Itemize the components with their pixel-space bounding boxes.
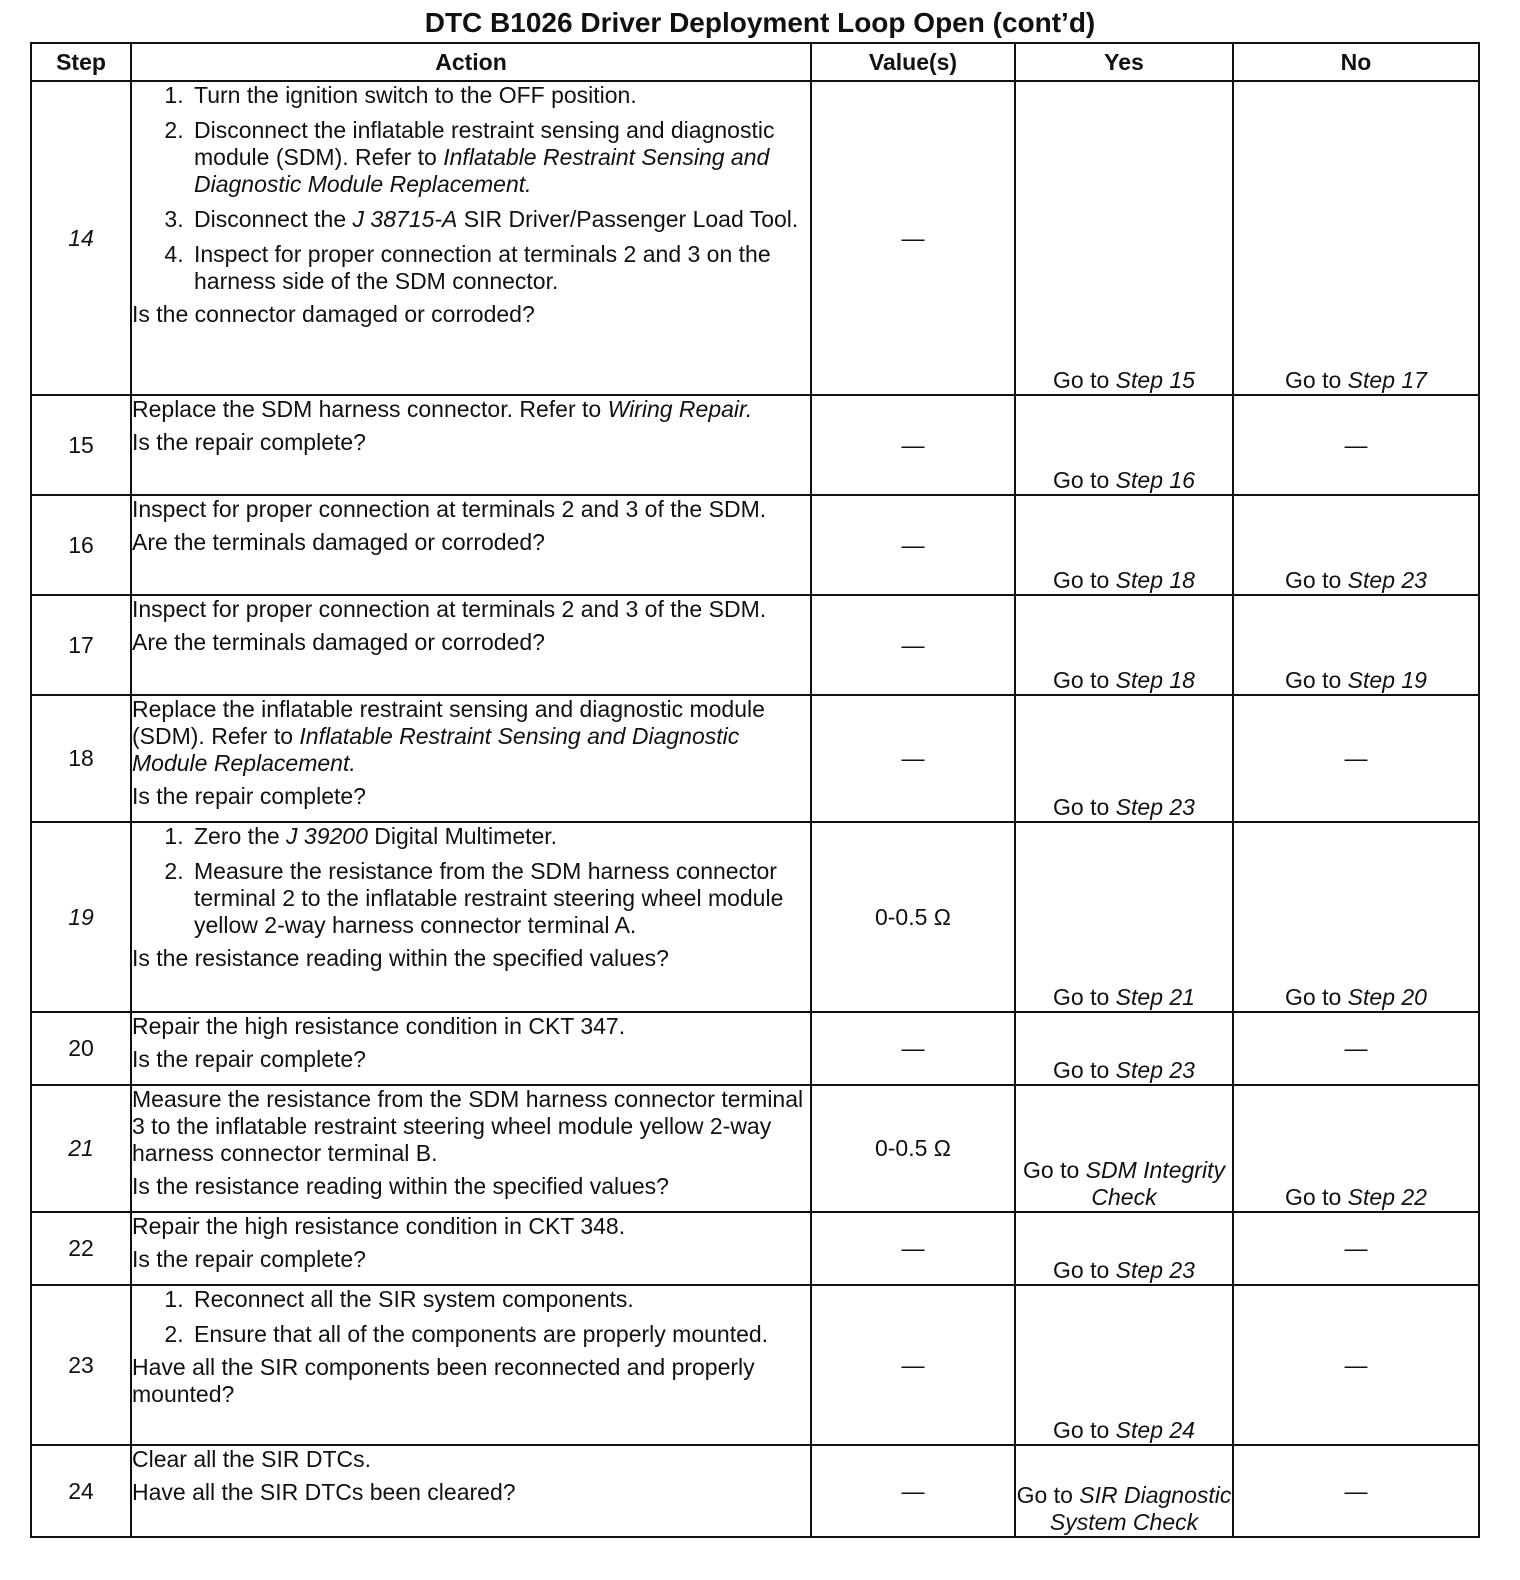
text-run: —: [1344, 1235, 1368, 1261]
no-result: [1233, 822, 1479, 1012]
action-cell: [131, 595, 811, 695]
action-cell: [131, 495, 811, 595]
action-cell: [131, 81, 811, 395]
yes-result: [1015, 495, 1233, 595]
text-run: Replace the SDM harness connector. Refer to: [132, 396, 608, 422]
action-cell: [131, 1012, 811, 1085]
value-cell: —: [811, 1445, 1015, 1537]
no-result: [1233, 1085, 1479, 1212]
text-run: Measure the resistance from the SDM harness connector terminal 3 to the inflatable restraint steering wheel module yellow 2-way harness connector terminal B.: [132, 1086, 804, 1166]
no-result: [1233, 695, 1479, 822]
text-run: Inspect for proper connection at terminals 2 and 3 of the SDM.: [132, 596, 767, 622]
text-run: Go to: [1053, 367, 1116, 393]
text-run: Replace the inflatable restraint sensing and diagnostic module (SDM). Refer to: [132, 696, 765, 749]
text-run: Go to: [1053, 984, 1116, 1010]
yes-result: [1015, 1285, 1233, 1445]
action-question: [132, 629, 810, 656]
substep-item: [190, 241, 810, 295]
text-run: Go to: [1285, 667, 1348, 693]
no-result: [1233, 1285, 1479, 1445]
step-number: 17: [31, 595, 131, 695]
text-run: Zero the: [194, 823, 287, 849]
text-run: Disconnect the: [194, 206, 353, 232]
text-run: Is the connector damaged or corroded?: [132, 301, 535, 327]
no-result: [1233, 1445, 1479, 1537]
text-run: Go to: [1285, 567, 1348, 593]
step-number: 20: [31, 1012, 131, 1085]
text-run: Have all the SIR DTCs been cleared?: [132, 1479, 516, 1505]
text-run: —: [1344, 431, 1368, 458]
step-number: 24: [31, 1445, 131, 1537]
action-cell: [131, 1445, 811, 1537]
value-cell: —: [811, 595, 1015, 695]
emphasis-text: SDM Integrity Check: [1085, 1157, 1225, 1210]
text-run: Go to: [1053, 467, 1116, 493]
value-cell: 0-0.5 Ω: [811, 1085, 1015, 1212]
action-question: [132, 1479, 810, 1506]
text-run: Is the repair complete?: [132, 429, 366, 455]
step-number: 23: [31, 1285, 131, 1445]
table-row: [31, 1212, 1479, 1285]
table-row: [31, 81, 1479, 395]
text-run: Turn the ignition switch to the OFF position.: [194, 82, 637, 108]
step-number: 18: [31, 695, 131, 822]
text-run: Ensure that all of the components are properly mounted.: [194, 1321, 769, 1347]
value-cell: 0-0.5 Ω: [811, 822, 1015, 1012]
action-instruction: [132, 1446, 810, 1473]
value-cell: —: [811, 81, 1015, 395]
action-question: [132, 945, 810, 972]
yes-result: [1015, 822, 1233, 1012]
text-run: Is the resistance reading within the specified values?: [132, 1173, 669, 1199]
text-run: Go to: [1285, 984, 1348, 1010]
emphasis-text: Step 18: [1115, 667, 1195, 693]
emphasis-text: Wiring Repair.: [607, 396, 753, 422]
text-run: Go to: [1285, 367, 1348, 393]
step-number: 22: [31, 1212, 131, 1285]
emphasis-text: Step 17: [1347, 367, 1427, 393]
emphasis-text: Step 23: [1115, 1257, 1195, 1283]
action-cell: [131, 1085, 811, 1212]
emphasis-text: Step 24: [1115, 1417, 1195, 1443]
value-cell: —: [811, 395, 1015, 495]
header-values: Value(s): [811, 43, 1015, 81]
step-number: 21: [31, 1085, 131, 1212]
table-row: [31, 822, 1479, 1012]
yes-result: [1015, 1012, 1233, 1085]
table-row: [31, 495, 1479, 595]
value-cell: —: [811, 1212, 1015, 1285]
substep-item: [190, 858, 810, 939]
table-row: [31, 595, 1479, 695]
emphasis-text: Step 23: [1115, 1057, 1195, 1083]
table-row: [31, 1445, 1479, 1537]
substep-item: [190, 823, 810, 850]
text-run: Go to: [1053, 1257, 1116, 1283]
action-substeps: [132, 1286, 810, 1348]
table-row: [31, 1285, 1479, 1445]
yes-result: [1015, 1445, 1233, 1537]
no-result: [1233, 1212, 1479, 1285]
emphasis-text: Step 23: [1115, 794, 1195, 820]
text-run: Is the resistance reading within the specified values?: [132, 945, 669, 971]
action-question: [132, 1173, 810, 1200]
action-question: [132, 1354, 810, 1408]
yes-result: [1015, 595, 1233, 695]
emphasis-text: Step 21: [1115, 984, 1195, 1010]
step-number: 16: [31, 495, 131, 595]
text-run: Go to: [1053, 1057, 1116, 1083]
text-run: Go to: [1053, 794, 1116, 820]
substep-item: [190, 1286, 810, 1313]
substep-item: [190, 117, 810, 198]
header-action: Action: [131, 43, 811, 81]
page-title: DTC B1026 Driver Deployment Loop Open (cont’d): [424, 7, 1096, 38]
step-number: 14: [31, 81, 131, 395]
emphasis-text: Step 15: [1115, 367, 1195, 393]
no-result: [1233, 495, 1479, 595]
text-run: Is the repair complete?: [132, 1246, 366, 1272]
action-cell: [131, 822, 811, 1012]
text-run: Go to: [1016, 1482, 1080, 1508]
no-result: [1233, 395, 1479, 495]
no-result: [1233, 81, 1479, 395]
no-result: [1233, 595, 1479, 695]
text-run: Inspect for proper connection at terminals 2 and 3 of the SDM.: [132, 496, 767, 522]
text-run: SIR Driver/Passenger Load Tool.: [457, 206, 799, 232]
table-row: [31, 1085, 1479, 1212]
table-row: [31, 1012, 1479, 1085]
emphasis-text: Step 19: [1347, 667, 1427, 693]
emphasis-text: Inflatable Restraint Sensing and Diagnostic Module Replacement.: [132, 723, 740, 776]
action-question: [132, 429, 810, 456]
substep-item: [190, 1321, 810, 1348]
text-run: Clear all the SIR DTCs.: [132, 1446, 372, 1472]
action-instruction: [132, 496, 810, 523]
action-question: [132, 529, 810, 556]
emphasis-text: Step 22: [1347, 1184, 1427, 1210]
text-run: Go to: [1285, 1184, 1348, 1210]
yes-result: [1015, 395, 1233, 495]
text-run: Repair the high resistance condition in CKT 347.: [132, 1013, 626, 1039]
text-run: Go to: [1053, 1417, 1116, 1443]
text-run: Reconnect all the SIR system components.: [194, 1286, 634, 1312]
text-run: —: [1344, 1035, 1368, 1061]
text-run: —: [1344, 745, 1368, 771]
step-number: 19: [31, 822, 131, 1012]
emphasis-text: J 38715-A: [352, 206, 458, 232]
value-cell: —: [811, 695, 1015, 822]
action-instruction: [132, 1086, 810, 1167]
text-run: Go to: [1023, 1157, 1086, 1183]
action-cell: [131, 395, 811, 495]
substep-item: [190, 206, 810, 233]
action-instruction: [132, 596, 810, 623]
text-run: Measure the resistance from the SDM harness connector terminal 2 to the inflatable restraint steering wheel module yellow 2-way harness connector terminal A.: [194, 858, 784, 938]
value-cell: —: [811, 1012, 1015, 1085]
emphasis-text: Step 20: [1347, 984, 1427, 1010]
action-instruction: [132, 396, 810, 423]
text-run: —: [1344, 1351, 1368, 1378]
yes-result: [1015, 1212, 1233, 1285]
text-run: Is the repair complete?: [132, 783, 366, 809]
yes-result: [1015, 1085, 1233, 1212]
text-run: —: [1344, 1477, 1368, 1504]
table-row: [31, 395, 1479, 495]
text-run: Go to: [1053, 667, 1116, 693]
text-run: Go to: [1053, 567, 1116, 593]
header-step: Step: [31, 43, 131, 81]
action-cell: [131, 1212, 811, 1285]
diagnostic-table: [30, 42, 1480, 1538]
text-run: Have all the SIR components been reconnected and properly mounted?: [132, 1354, 755, 1407]
action-instruction: [132, 696, 810, 777]
action-substeps: [132, 82, 810, 295]
emphasis-text: Step 16: [1115, 467, 1195, 493]
emphasis-text: Step 18: [1115, 567, 1195, 593]
action-substeps: [132, 823, 810, 939]
action-question: [132, 1046, 810, 1073]
text-run: Are the terminals damaged or corroded?: [132, 529, 545, 555]
value-cell: —: [811, 495, 1015, 595]
table-row: [31, 695, 1479, 822]
text-run: Repair the high resistance condition in CKT 348.: [132, 1213, 626, 1239]
text-run: Inspect for proper connection at terminals 2 and 3 on the harness side of the SDM connector.: [194, 241, 771, 294]
action-cell: [131, 695, 811, 822]
text-run: Digital Multimeter.: [367, 823, 558, 849]
header-no: No: [1233, 43, 1479, 81]
action-question: [132, 783, 810, 810]
action-question: [132, 1246, 810, 1273]
emphasis-text: Step 23: [1347, 567, 1427, 593]
action-cell: [131, 1285, 811, 1445]
no-result: [1233, 1012, 1479, 1085]
emphasis-text: Inflatable Restraint Sensing and Diagnostic Module Replacement.: [194, 144, 770, 197]
value-cell: —: [811, 1285, 1015, 1445]
yes-result: [1015, 695, 1233, 822]
action-instruction: [132, 1013, 810, 1040]
emphasis-text: SIR Diagnostic System Check: [1049, 1482, 1232, 1535]
text-run: Disconnect the inflatable restraint sensing and diagnostic module (SDM). Refer to: [194, 117, 775, 170]
yes-result: [1015, 81, 1233, 395]
text-run: Are the terminals damaged or corroded?: [132, 629, 545, 655]
text-run: Is the repair complete?: [132, 1046, 366, 1072]
step-number: 15: [31, 395, 131, 495]
table-header-row: [31, 43, 1479, 81]
action-question: [132, 301, 810, 328]
substep-item: [190, 82, 810, 109]
table-body: [31, 81, 1479, 1537]
emphasis-text: J 39200: [286, 823, 368, 849]
action-instruction: [132, 1213, 810, 1240]
header-yes: Yes: [1015, 43, 1233, 81]
